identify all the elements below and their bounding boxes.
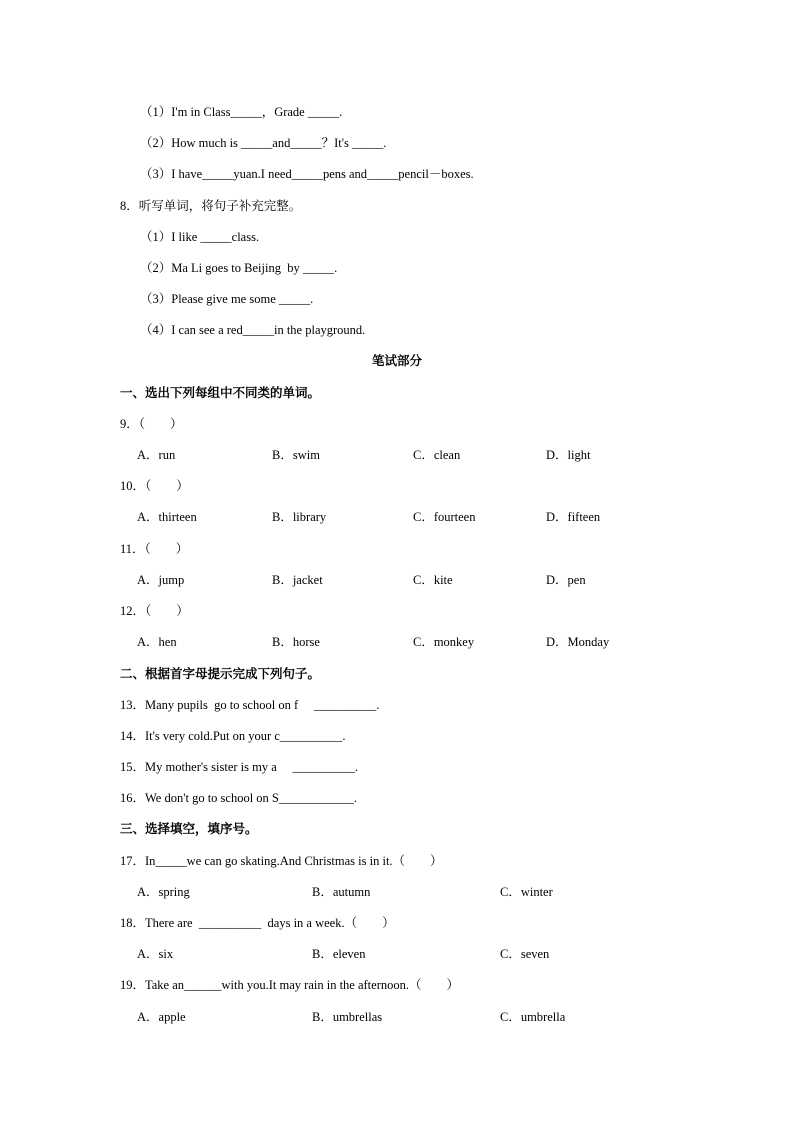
q10-number: 10．（ ） [120, 479, 189, 493]
q9-number: 9．（ ） [120, 417, 183, 431]
q12-option-b: B．horse [272, 635, 320, 649]
q19-option-c: C．umbrella [500, 1010, 566, 1024]
q17-option-c: C．winter [500, 885, 553, 899]
q8-item-1: （1）I like _____class. [140, 230, 260, 244]
section2-title: 二、根据首字母提示完成下列句子。 [120, 667, 321, 681]
q11-option-d: D．pen [546, 573, 586, 587]
section3-title: 三、选择填空，填序号。 [120, 822, 258, 836]
q11-option-b: B．jacket [272, 573, 323, 587]
q7-item-2: （2）How much is _____and_____？It's _____. [140, 136, 387, 150]
q9-option-b: B．swim [272, 448, 320, 462]
q17: 17．In_____we can go skating.And Christmas is in it.（ ） [120, 854, 443, 868]
q8-item-3: （3）Please give me some _____. [140, 292, 314, 306]
q9-option-d: D．light [546, 448, 591, 462]
q13: 13．Many pupils go to school on f __________. [120, 698, 380, 712]
q19-option-b: B．umbrellas [312, 1010, 383, 1024]
q18-option-b: B．eleven [312, 947, 366, 961]
q9-option-c: C．clean [413, 448, 461, 462]
q12-option-c: C．monkey [413, 635, 475, 649]
q10-option-b: B．library [272, 510, 327, 524]
written-part-heading: 笔试部分 [371, 354, 422, 368]
q10-option-a: A．thirteen [137, 510, 197, 524]
q14: 14．It's very cold.Put on your c__________. [120, 729, 346, 743]
q19-option-a: A．apple [137, 1010, 186, 1024]
q18: 18．There are __________ days in a week.（ ） [120, 916, 395, 930]
q16: 16．We don't go to school on S____________. [120, 791, 358, 805]
q19: 19．Take an______with you.It may rain in the afternoon.（ ） [120, 978, 459, 992]
q15: 15．My mother's sister is my a __________. [120, 760, 359, 774]
q18-option-c: C．seven [500, 947, 550, 961]
q11-option-a: A．jump [137, 573, 185, 587]
q8-title: 8．听写单词，将句子补充完整。 [120, 199, 302, 213]
q7-item-1: （1）I'm in Class_____，Grade _____. [140, 105, 343, 119]
section1-title: 一、选出下列每组中不同类的单词。 [120, 386, 321, 400]
q10-option-d: D．fifteen [546, 510, 601, 524]
q12-option-a: A．hen [137, 635, 177, 649]
q11-number: 11．（ ） [120, 542, 189, 556]
q8-item-4: （4）I can see a red_____in the playground. [140, 323, 366, 337]
q18-option-a: A．six [137, 947, 174, 961]
q17-option-a: A．spring [137, 885, 190, 899]
q7-item-3: （3）I have_____yuan.I need_____pens and_____pencil－boxes. [140, 167, 474, 181]
q17-option-b: B．autumn [312, 885, 371, 899]
q9-option-a: A．run [137, 448, 176, 462]
q12-option-d: D．Monday [546, 635, 610, 649]
q12-number: 12．（ ） [120, 604, 189, 618]
q10-option-c: C．fourteen [413, 510, 476, 524]
q8-item-2: （2）Ma Li goes to Beijing by _____. [140, 261, 338, 275]
q11-option-c: C．kite [413, 573, 453, 587]
